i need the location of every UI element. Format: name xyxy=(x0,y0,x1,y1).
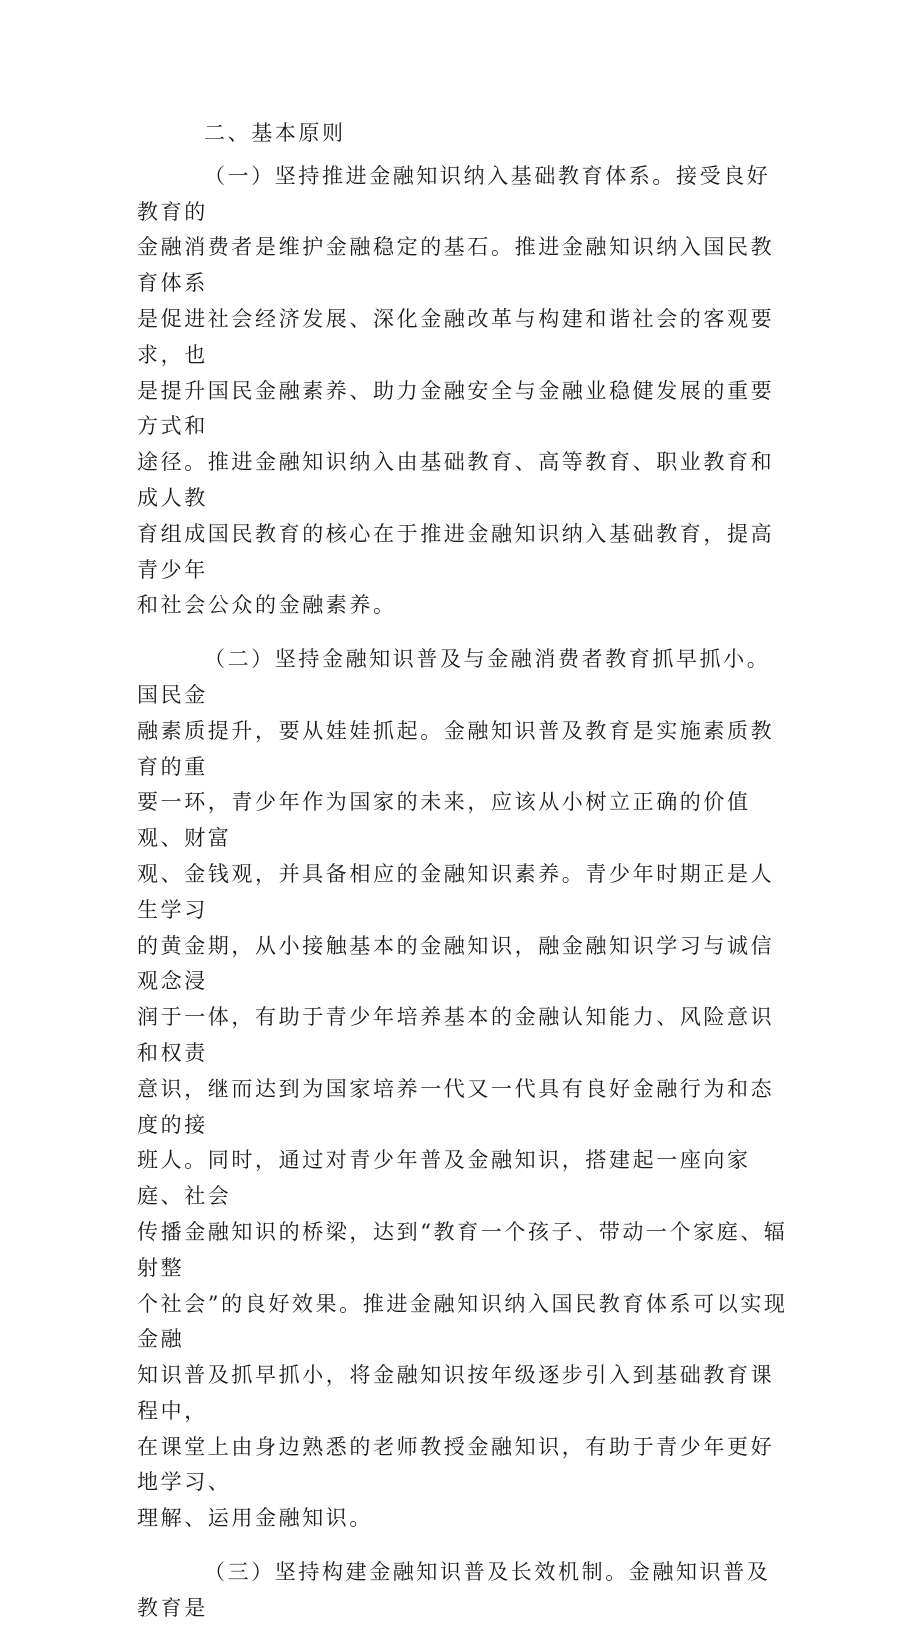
paragraph-principle-2: （二）坚持金融知识普及与金融消费者教育抓早抓小。国民金 融素质提升，要从娃娃抓起。金融知识普及教育是实施素质教育的重 要一环，青少年作为国家的未来，应该从小树立正确的价值观、财富 观、金钱观，并具备相应的金融知识素养。青少年时期正是人生学习 的黄金期，从小接触基本的金融知识，融金融知识学习与诚信观念浸 润于一体，有助于青少年培养基本的金融认知能力、风险意识和权责 意识，继而达到为国家培养一代又一代具有良好金融行为和态度的接 班人。同时，通过对青少年普及金融知识，搭建起一座向家庭、社会 传播金融知识的桥梁，达到“教育一个孩子、带动一个家庭、辐射整 个社会”的良好效果。推进金融知识纳入国民教育体系可以实现金融 知识普及抓早抓小，将金融知识按年级逐步引入到基础教育课程中， 在课堂上由身边熟悉的老师教授金融知识，有助于青少年更好地学习、 理解、运用金融知识。 xyxy=(137,647,788,1531)
paragraph-principle-1: （一）坚持推进金融知识纳入基础教育体系。接受良好教育的 金融消费者是维护金融稳定的基石。推进金融知识纳入国民教育体系 是促进社会经济发展、深化金融改革与构建和谐社会的客观要求，也 是提升国民金融素养、助力金融安全与金融业稳健发展的重要方式和 途径。推进金融知识纳入由基础教育、高等教育、职业教育和成人教 育组成国民教育的核心在于推进金融知识纳入基础教育，提高青少年 和社会公众的金融素养。 xyxy=(137,163,775,618)
paragraph-principle-3: （三）坚持构建金融知识普及长效机制。金融知识普及教育是 xyxy=(137,1560,771,1620)
section-heading: 二、基本原则 xyxy=(204,121,346,145)
document-body xyxy=(137,116,793,1627)
